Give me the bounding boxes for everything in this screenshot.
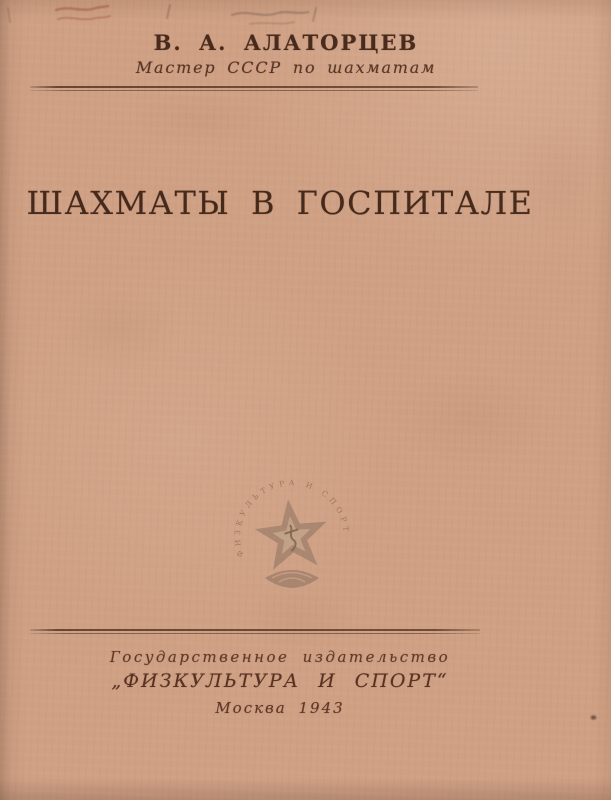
author-name: В. А. АЛАТОРЦЕВ: [153, 30, 419, 55]
rule-line: [30, 90, 478, 92]
star-icon: [252, 495, 331, 571]
top-divider-rule: [30, 86, 478, 92]
pencil-scribble: [250, 22, 294, 24]
pencil-scribble: [232, 12, 308, 15]
emblem-ring-text: ФИЗКУЛЬТУРА И СПОРТ: [232, 478, 352, 559]
rule-line: [30, 633, 480, 635]
red-scribble: [56, 6, 108, 10]
pencil-tick: [167, 5, 170, 18]
city-year: Москва 1943: [215, 699, 345, 717]
publisher-name: „ФИЗКУЛЬТУРА И СПОРТ“: [111, 670, 449, 692]
imprint-block: [10, 648, 550, 717]
publisher-type: Государственное издательство: [109, 648, 451, 666]
bottom-divider-rule: [30, 629, 480, 635]
pencil-tick: [8, 8, 10, 22]
emblem-base-dome: [265, 570, 319, 588]
rule-line: [30, 629, 480, 631]
author-block: [6, 30, 566, 77]
pencil-tick: [313, 8, 316, 21]
red-scribble: [58, 16, 110, 19]
ink-stain-spot: [588, 713, 599, 722]
publisher-star-emblem: [230, 477, 354, 595]
author-credential: Мастер СССР по шахматам: [135, 58, 437, 77]
book-title: ШАХМАТЫ В ГОСПИТАЛЕ: [26, 184, 534, 222]
rule-line: [30, 86, 478, 88]
